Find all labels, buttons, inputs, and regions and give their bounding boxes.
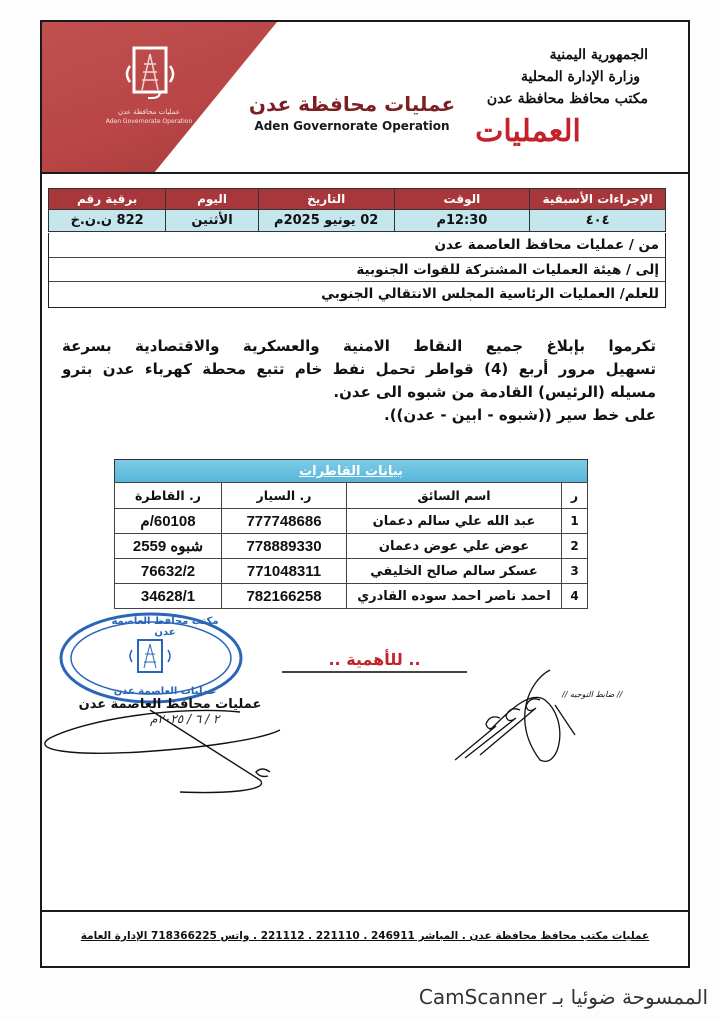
row-index: 3 (562, 559, 588, 584)
driver-phone: 778889330 (222, 534, 347, 559)
logo-caption-english: Aden Governorate Operation (105, 118, 193, 125)
routing-from: من / عمليات محافظ العاصمة عدن (49, 233, 665, 258)
truck-plate: 76632/2 (115, 559, 222, 584)
brand-title-english: Aden Governorate Operation (254, 119, 450, 133)
officer-label: // ضابط التوجيه // (562, 690, 623, 699)
priority-value: ٤٠٤ (530, 210, 666, 232)
col-driver-name: اسم السائق (347, 483, 562, 509)
truck-plate: 34628/1 (115, 584, 222, 609)
routing-to: إلى / هيئة العمليات المشتركة للقوات الجنوبية (49, 258, 665, 283)
col-truck-plate: ر. القاطرة (115, 483, 222, 509)
driver-phone: 777748686 (222, 509, 347, 534)
department-title: العمليات (475, 114, 581, 149)
document-frame (40, 20, 690, 968)
table-row (115, 534, 588, 559)
handwritten-signature-right-icon (450, 660, 600, 770)
time-value: 12:30م (394, 210, 530, 232)
routing-block (48, 233, 666, 308)
body-line-4: على خط سير ((شبوه - ابين - عدن)). (384, 406, 656, 424)
signatory-label: عمليات محافظ العاصمة عدن (78, 697, 262, 712)
table-row (115, 584, 588, 609)
header-date: التاريخ (258, 189, 394, 210)
col-phone: ر. السيار (222, 483, 347, 509)
row-index: 1 (562, 509, 588, 534)
telegram-body (62, 335, 656, 427)
footer-contacts: عمليات مكتب محافظ محافظة عدن . المباشر 246911 . 221110 . 221112 . واتس 718366225 الإدارة العامة (80, 930, 650, 942)
driver-name: عوض علي عوض دعمان (347, 534, 562, 559)
truck-plate: شبوه 2559 (115, 534, 222, 559)
trucks-table-title: بيانات القاطرات (114, 459, 588, 482)
row-index: 2 (562, 534, 588, 559)
trucks-header-row (115, 483, 588, 509)
info-header-row (49, 189, 666, 210)
office-name: مكتب محافظ محافظة عدن (486, 91, 648, 107)
routing-cc: للعلم/ العمليات الرئاسية المجلس الانتقالي الجنوبي (321, 286, 659, 302)
body-line-1: تكرموا بإبلاغ جميع النقاط الامنية والعسكرية والاقتصادية بسرعة (62, 337, 656, 355)
driver-name: احمد ناصر احمد سوده القادري (347, 584, 562, 609)
header-time: الوقت (394, 189, 530, 210)
handwritten-signature-left-icon (30, 690, 300, 800)
table-row (115, 559, 588, 584)
telegram-number-value: 822 ن.ن.خ (49, 210, 166, 232)
importance-note: .. للأهمية .. (282, 650, 467, 673)
date-value: 02 يونيو 2025م (258, 210, 394, 232)
col-index: ر (562, 483, 588, 509)
driver-name: عسكر سالم صالح الخليفي (347, 559, 562, 584)
government-block (438, 44, 648, 154)
footer (42, 910, 688, 966)
header-telegram-number: برقية رقم (49, 189, 166, 210)
row-index: 4 (562, 584, 588, 609)
logo-caption-arabic: عمليات محافظة عدن (117, 108, 181, 116)
truck-plate: 60108/م (115, 509, 222, 534)
info-value-row (49, 210, 666, 232)
ministry-name: وزارة الإدارة المحلية (521, 69, 640, 85)
driver-phone: 771048311 (222, 559, 347, 584)
body-line-2: تسهيل مرور أربع (4) قواطر تحمل نفط خام تتبع محطة كهرباء عدن بترو (62, 360, 656, 378)
day-value: الأثنين (166, 210, 259, 232)
header-priority: الإجراءات الأسبقية (530, 189, 666, 210)
governorate-logo-icon (120, 44, 180, 104)
letterhead (42, 22, 688, 174)
trucks-table (114, 459, 588, 609)
brand-title-arabic: عمليات محافظة عدن (248, 92, 456, 116)
stamp-text-bottom: عمليات العاصمة عدن (113, 686, 217, 697)
body-line-3: مسيله (الرئيس) القادمة من شبوه الى عدن. (333, 383, 656, 401)
driver-name: عبد الله علي سالم دعمان (347, 509, 562, 534)
driver-phone: 782166258 (222, 584, 347, 609)
republic-name: الجمهورية اليمنية (549, 47, 648, 63)
header-day: اليوم (166, 189, 259, 210)
stamp-text-top: مكتب محافظ العاصمة عدن (111, 616, 219, 638)
camscanner-watermark: الممسوحة ضوئيا بـ CamScanner (418, 985, 708, 1009)
table-row (115, 509, 588, 534)
handwritten-date: ٢ / ٦ / ٢٠٢٥م (150, 712, 220, 726)
telegram-info-table (48, 188, 666, 232)
